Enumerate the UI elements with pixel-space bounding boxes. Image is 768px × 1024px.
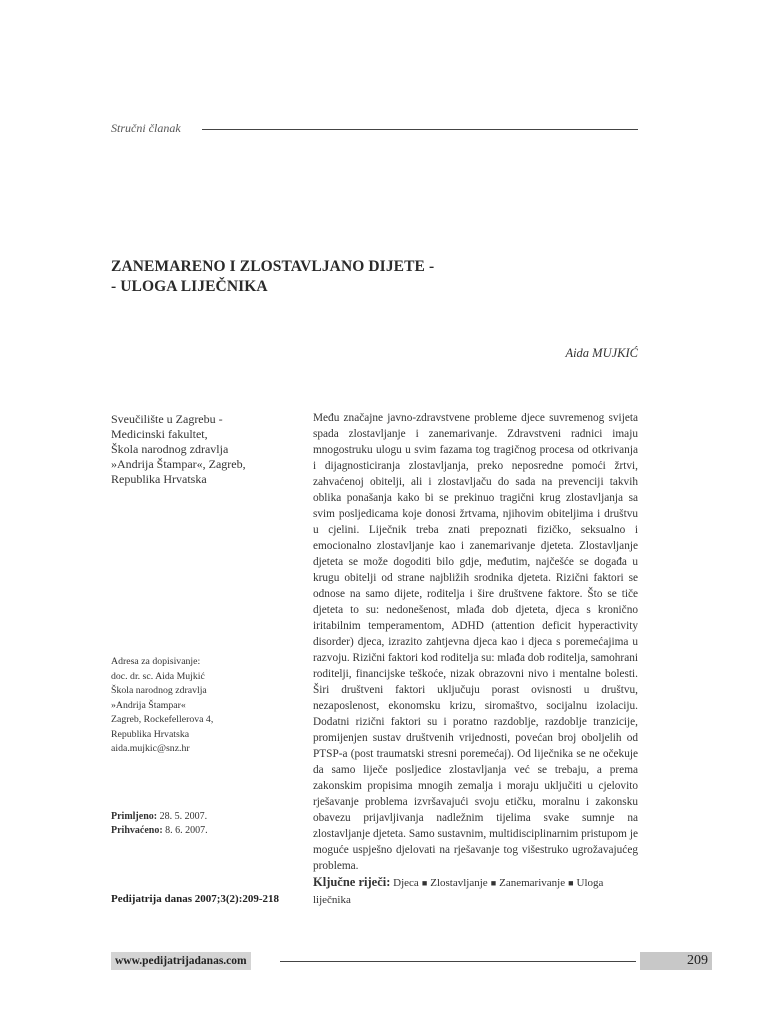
- section-label: Stručni članak: [111, 121, 181, 135]
- address-line: doc. dr. sc. Aida Mujkić: [111, 670, 205, 682]
- author-name: Aida MUJKIĆ: [565, 346, 638, 360]
- keyword: Zlostavljanje: [430, 877, 488, 889]
- address-line: Republika Hrvatska: [111, 728, 190, 740]
- address-line: Adresa za dopisivanje:: [111, 656, 201, 667]
- affiliation-line: Medicinski fakultet,: [111, 427, 208, 441]
- title-line-2: - ULOGA LIJEČNIKA: [111, 278, 268, 295]
- received-value: 28. 5. 2007.: [159, 811, 208, 822]
- affiliation-line: Škola narodnog zdravlja: [111, 442, 229, 456]
- affiliation-line: »Andrija Štampar«, Zagreb,: [111, 457, 246, 471]
- title-line-1: ZANEMARENO I ZLOSTAVLJANO DIJETE -: [111, 258, 435, 275]
- address-line: Zagreb, Rockefellerova 4,: [111, 714, 214, 725]
- keyword: Djeca: [393, 877, 419, 889]
- affiliation-line: Republika Hrvatska: [111, 472, 207, 486]
- journal-citation: Pedijatrija danas 2007;3(2):209-218: [111, 893, 280, 905]
- affiliation-line: Sveučilište u Zagrebu -: [111, 412, 223, 426]
- abstract-text: Među značajne javno-zdravstvene probleme djece suvremenog svijeta spada zlostavljanje i zanemarivanje. Zdravstveni radnici imaju mnogostruku ulogu u svim fazama tog tragičnog procesa od otkrivanja i dijagnosticiranja zlostavljanja, preko neposredne pomoći žrtvi, zahvaćenoj obitelji, ali i zlostavljaču do sada na prevenciji takvih oblika ponašanja kako bi se prekinuo tragični krug zlostavljanja sa svim posljedicama koje donosi žrtvama, njihovim obiteljima i društvu u cjelini. Liječnik treba znati prepoznati fizičko, seksualno i emocionalno zlostavljanje kao i zanemarivanje djeteta. Zlostavljanje djeteta se može dogoditi bilo gdje, međutim, najčešće se događa u krugu obitelji od strane najbližih srodnika djeteta. Rizični faktori se odnose na samo dijete, roditelja i šire društvene faktore. Što se tiče djeteta to su: nedonešenost, mlađa dob djeteta, djeca s kronično iritabilnim temperamentom, ADHD (attention deficit hyperactivity disorder) djeca, izrazito zahtjevna djeca kao i djeca s poremećajima u razvoju. Rizični faktori kod roditelja su: mlađa dob roditelja, samohrani roditelji, financijske teškoće, nizak obrazovni nivo i mentalne bolesti. Širi društveni faktori uključuju porast ovisnosti u društvu, nezaposlenost, ekonomsku krizu, siromaštvo, socijalnu izolaciju. Dodatni rizični faktori su i poratno razdoblje, razdoblje tranzicije, promijenjen sustav društvenih vrijednosti, povećan broj oboljelih od PTSP-a (post traumatski stresni poremećaj). Od liječnika se ne očekuje da samo liječe posljedice zlostavljanja već se trebaju, a prema zakonskim propisima mnogih zemalja i moraju uključiti u cjelovito rješavanje problema izvršavajući svoju etičku, moralnu i zakonsku obavezu prijavljivanja nadležnim tijelima svake sumnje na zlostavljanje djeteta. Samo sustavnim, multidisciplinarnim pristupom je moguće uspješno djelovati na rješavanje tog višestruko ugrožavajućeg problema.: [313, 412, 638, 872]
- keyword: Uloga liječnika: [313, 877, 604, 906]
- address-line: »Andrija Štampar«: [111, 699, 186, 711]
- header-rule: [202, 129, 638, 130]
- keyword: Zanemarivanje: [499, 877, 566, 889]
- affiliation: [111, 412, 286, 487]
- received-date: [111, 810, 286, 824]
- article-dates: [111, 810, 286, 838]
- accepted-value: 8. 6. 2007.: [165, 825, 208, 836]
- keywords: [313, 874, 638, 909]
- page-number: 209: [640, 952, 712, 970]
- keyword-separator: ■: [421, 878, 428, 888]
- keyword-separator: ■: [490, 878, 497, 888]
- keyword-separator: ■: [568, 878, 574, 888]
- accepted-date: [111, 824, 286, 838]
- received-label: Primljeno:: [111, 811, 158, 822]
- accepted-label: Prihvaćeno:: [111, 825, 163, 836]
- address-email: aida.mujkic@snz.hr: [111, 743, 190, 754]
- footer-rule: [280, 961, 636, 962]
- article-title: [111, 257, 531, 297]
- keywords-label: Ključne riječi:: [313, 875, 391, 889]
- correspondence-address: [111, 655, 286, 757]
- journal-url-link[interactable]: www.pedijatrijadanas.com: [111, 952, 251, 970]
- address-line: Škola narodnog zdravlja: [111, 685, 207, 696]
